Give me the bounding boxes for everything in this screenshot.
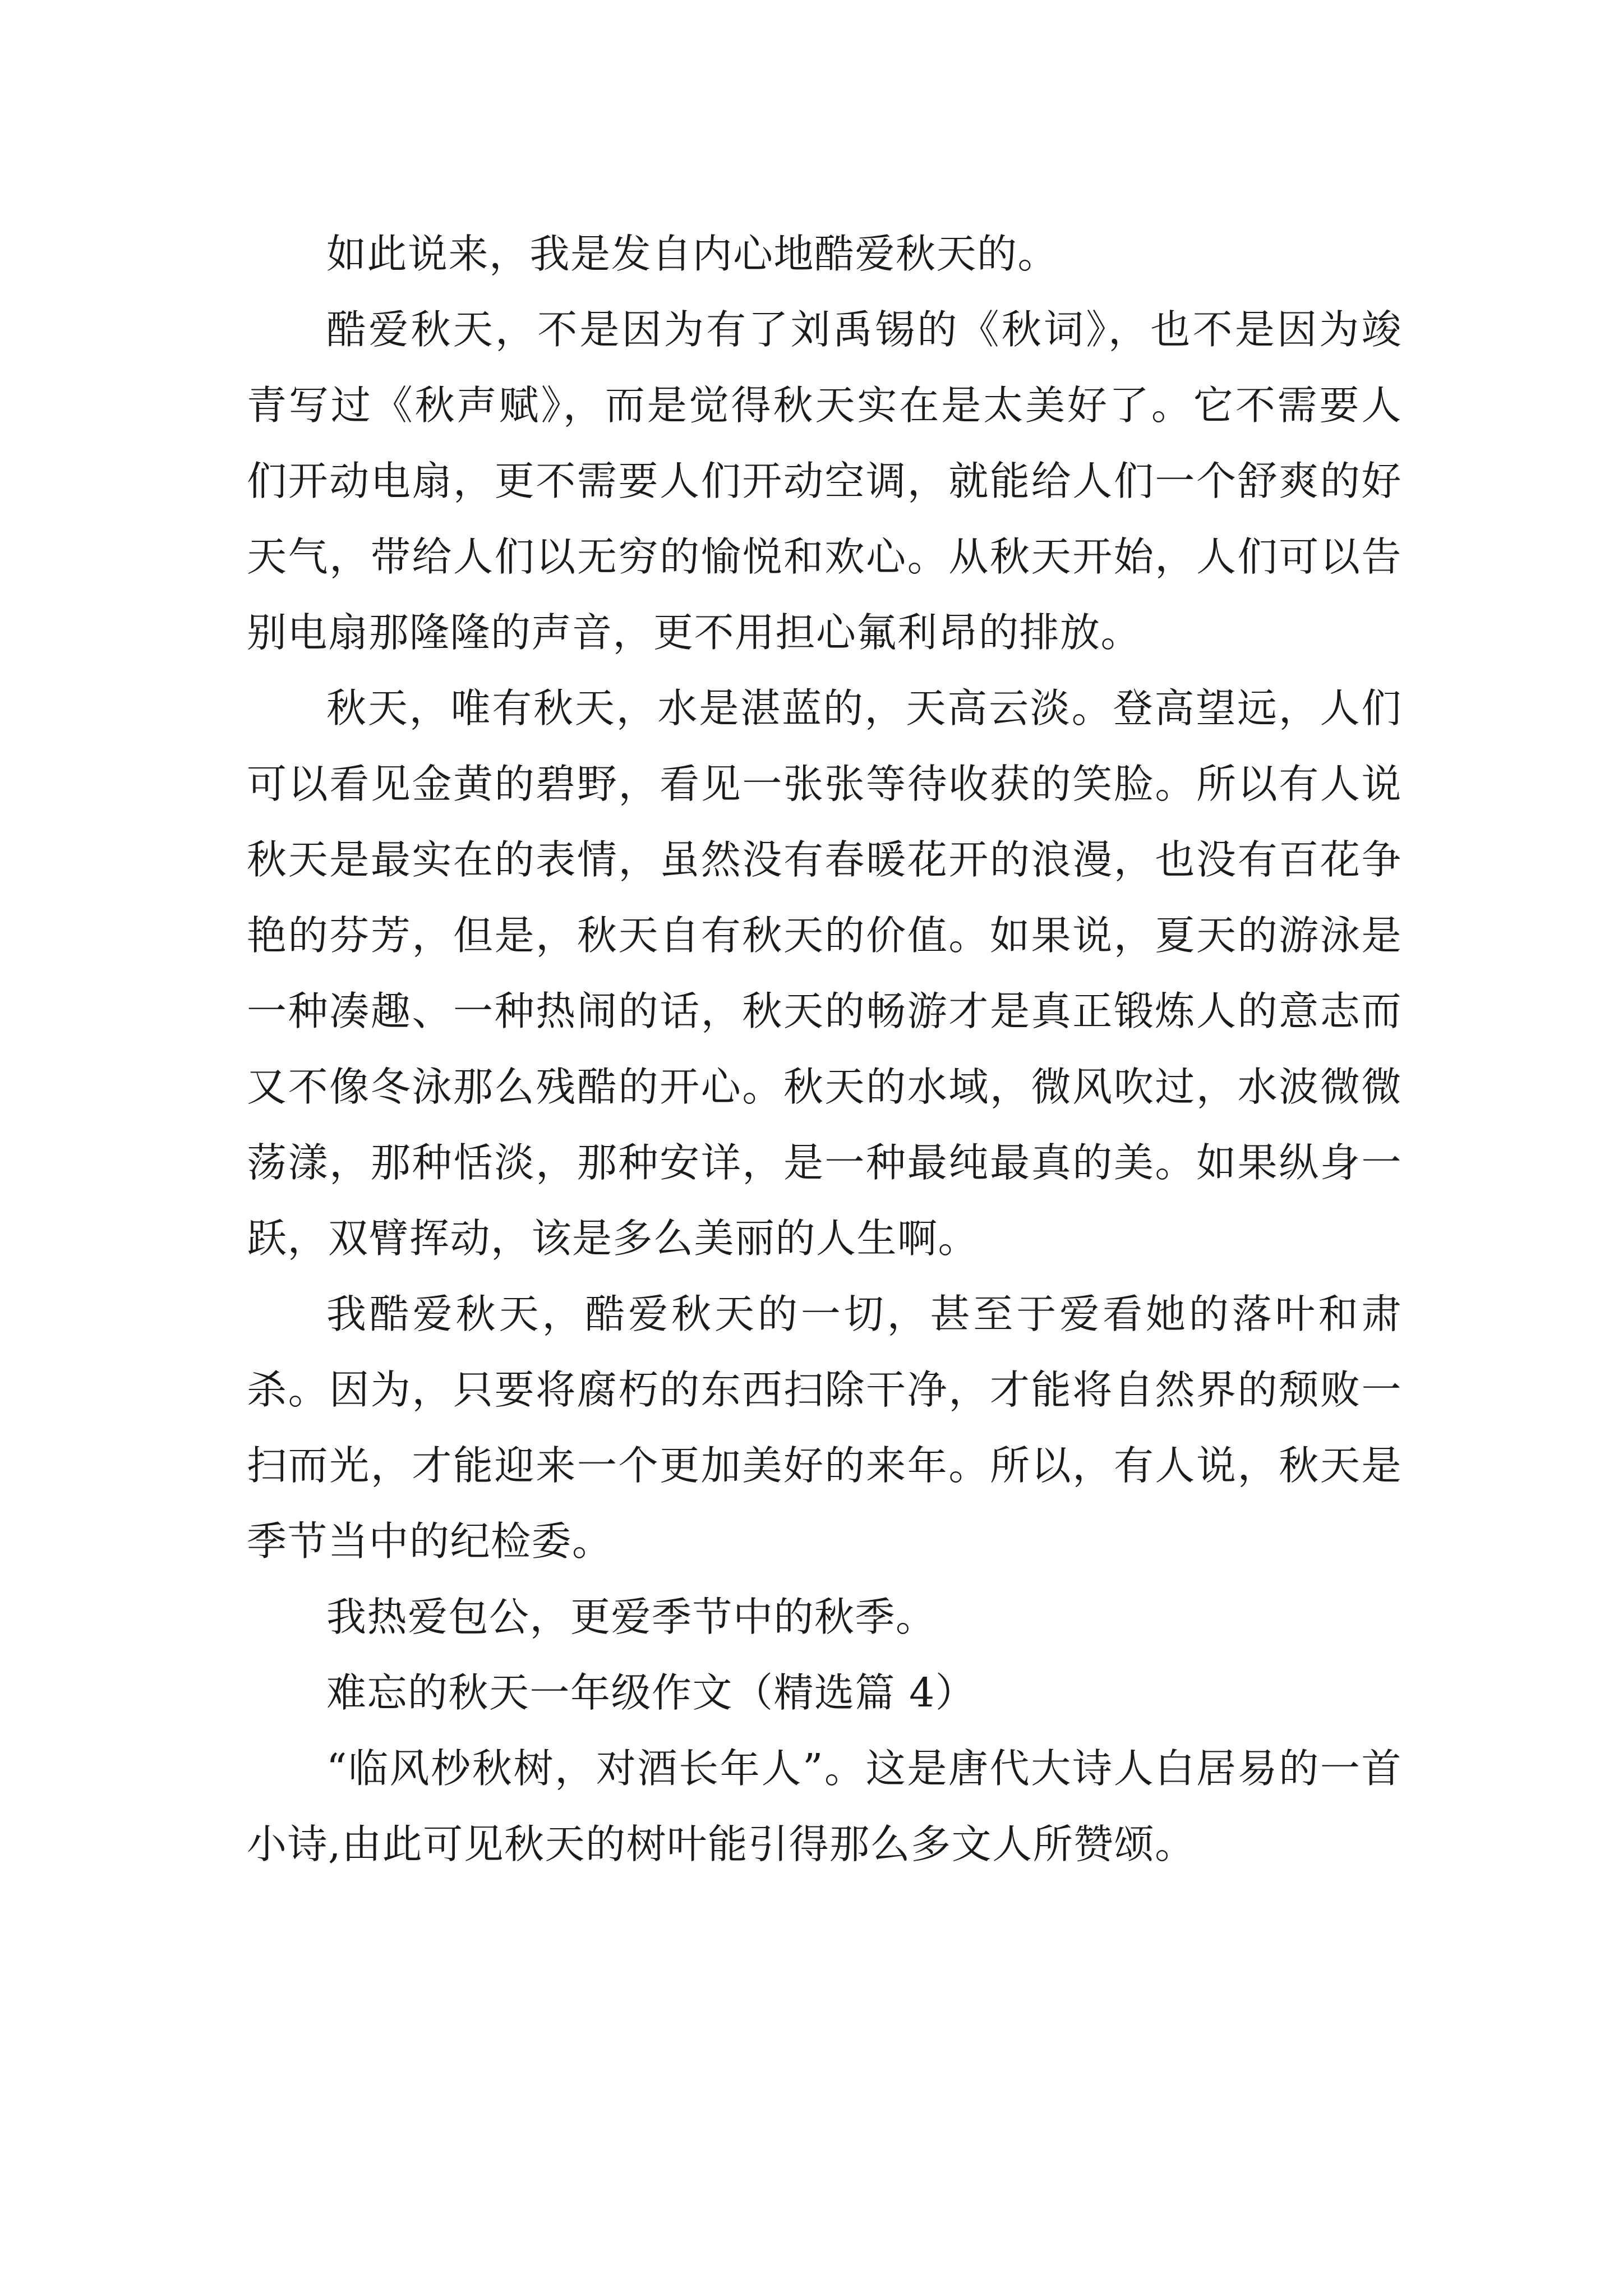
paragraph: 我热爱包公，更爱季节中的秋季。: [326, 1594, 937, 1640]
paragraph: 我酷爱秋天，酷爱秋天的一切，甚至于爱看她的落叶和肃杀。因为，只要将腐朽的东西扫除干净，才能将自然界的颓败一扫而光，才能迎来一个更加美好的来年。所以，有人说，秋天是季节当中的纪检委。: [247, 1291, 1402, 1565]
paragraph: 秋天，唯有秋天，水是湛蓝的，天高云淡。登高望远，人们可以看见金黄的碧野，看见一张张等待收获的笑脸。所以有人说秋天是最实在的表情，虽然没有春暖花开的浪漫，也没有百花争艳的芬芳，但是，秋天自有秋天的价值。如果说，夏天的游泳是一种凑趣、一种热闹的话，秋天的畅游才是真正锻炼人的意志而又不像冬泳那么残酷的开心。秋天的水域，微风吹过，水波微微荡漾，那种恬淡，那种安详，是一种最纯最真的美。如果纵身一跃，双臂挥动，该是多么美丽的人生啊。: [247, 685, 1402, 1262]
paragraph: 酷爱秋天，不是因为有了刘禹锡的《秋词》，也不是因为竣青写过《秋声赋》，而是觉得秋天实在是太美好了。它不需要人们开动电扇，更不需要人们开动空调，就能给人们一个舒爽的好天气，带给人们以无穷的愉悦和欢心。从秋天开始，人们可以告别电扇那隆隆的声音，更不用担心氟利昂的排放。: [247, 306, 1402, 656]
document-body: [247, 216, 1402, 1882]
paragraph: 如此说来，我是发自内心地酷爱秋天的。: [326, 231, 1059, 277]
paragraph: “临风杪秋树，对酒长年人”。这是唐代大诗人白居易的一首小诗,由此可见秋天的树叶能引得那么多文人所赞颂。: [247, 1745, 1402, 1867]
section-heading: 难忘的秋天一年级作文（精选篇 4）: [326, 1669, 976, 1716]
